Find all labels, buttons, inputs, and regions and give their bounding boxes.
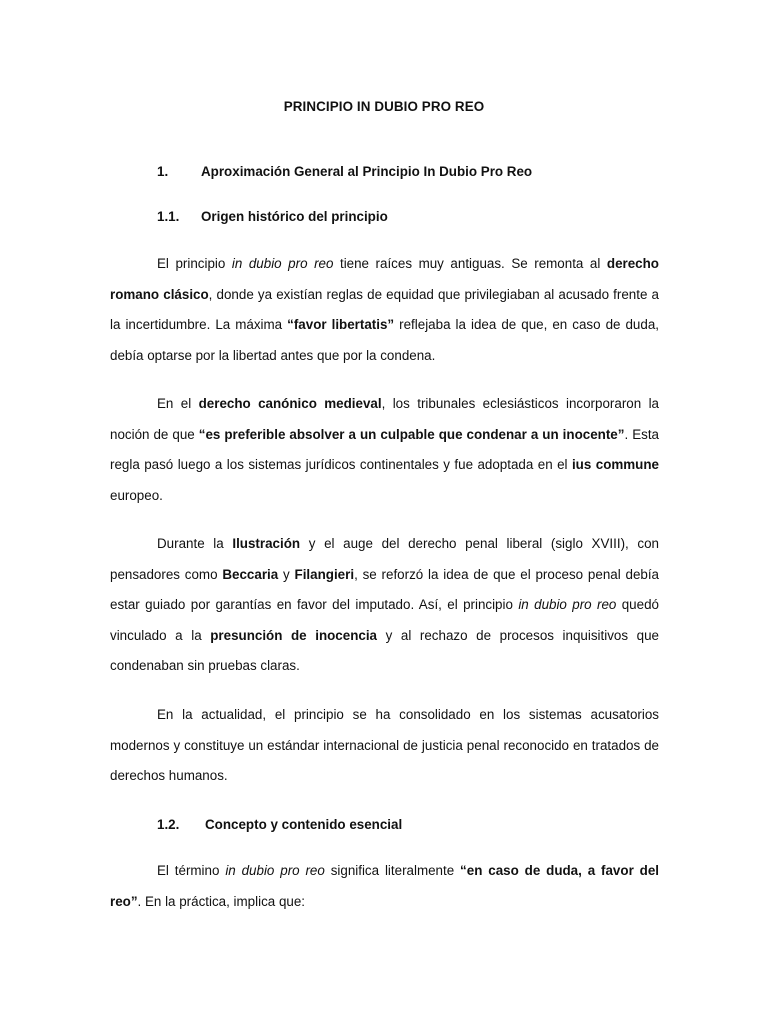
p1-text-g: reflejaba la idea de que, en caso de duda, debía optarse por la libertad antes que por la condena.: [110, 317, 659, 363]
p5-text-c: significa literalmente: [324, 863, 461, 878]
p3-bold-f: Filangieri: [294, 566, 355, 582]
p5-text-a: El término: [157, 863, 226, 878]
section-1-2-number: 1.2.: [157, 817, 180, 832]
p1-bold-d: derecho romano clásico: [110, 256, 659, 302]
p2-text-a: En el: [157, 396, 199, 411]
p3-italic-h: in dubio pro reo: [518, 597, 617, 613]
p3-text-k: y al rechazo de procesos inquisitivos que condenaban sin pruebas claras.: [110, 627, 659, 674]
p2-bold-b: derecho canónico medieval: [198, 396, 382, 411]
section-1-1-title: Origen histórico del principio: [201, 209, 388, 224]
paragraph-3: [110, 529, 659, 682]
p3-text-i: quedó vinculado a la: [110, 597, 659, 643]
p4-text-a: En la actualidad, el principio se ha consolidado en los sistemas acusatorios modernos y constituye un estándar internacional de justicia penal reconocido en tratados de derechos humanos.: [110, 707, 659, 784]
section-1-2-title: Concepto y contenido esencial: [205, 817, 403, 832]
p3-text-e: y: [278, 566, 295, 582]
p5-bold-d: “en caso de duda, a favor del reo”: [110, 863, 659, 909]
p5-italic-b: in dubio pro reo: [225, 863, 325, 878]
p1-text-a: El principio: [157, 256, 232, 271]
paragraph-1: [110, 249, 659, 371]
section-1-number: 1.: [157, 164, 169, 179]
paragraph-4: [110, 700, 659, 792]
p5-text-e: . En la práctica, implica que:: [137, 893, 306, 909]
section-1-1-number: 1.1.: [157, 209, 180, 224]
p2-bold-f: ius commune: [571, 457, 659, 473]
p1-text-c: tiene raíces muy antiguas. Se remonta al: [333, 256, 607, 271]
p3-bold-d: Beccaria: [222, 566, 279, 582]
p3-bold-b: Ilustración: [232, 536, 301, 551]
paragraph-5: [110, 856, 659, 917]
p1-italic-b: in dubio pro reo: [231, 256, 334, 271]
p2-text-g: europeo.: [110, 487, 163, 503]
p2-text-c: , los tribunales eclesiásticos incorporaron la noción de que: [110, 396, 659, 442]
p2-bold-d: “es preferible absolver a un culpable que condenar a un inocente”: [198, 426, 625, 442]
p3-bold-j: presunción de inocencia: [210, 627, 377, 643]
p2-text-e: . Esta regla pasó luego a los sistemas jurídicos continentales y fue adoptada en el: [110, 426, 659, 473]
p1-bold-f: “favor libertatis”: [287, 317, 395, 333]
paragraph-2: [110, 389, 659, 511]
p3-text-a: Durante la: [157, 536, 233, 551]
section-1-title: Aproximación General al Principio In Dubio Pro Reo: [201, 164, 533, 179]
p1-text-e: , donde ya existían reglas de equidad que privilegiaban al acusado frente a la incertidumbre. La máxima: [110, 286, 660, 333]
p3-text-g: , se reforzó la idea de que el proceso penal debía estar guiado por garantías en favor del imputado. Así, el principio: [110, 566, 660, 613]
document-title: PRINCIPIO IN DUBIO PRO REO: [283, 99, 485, 114]
p3-text-c: y el auge del derecho penal liberal (siglo XVIII), con pensadores como: [110, 536, 659, 582]
